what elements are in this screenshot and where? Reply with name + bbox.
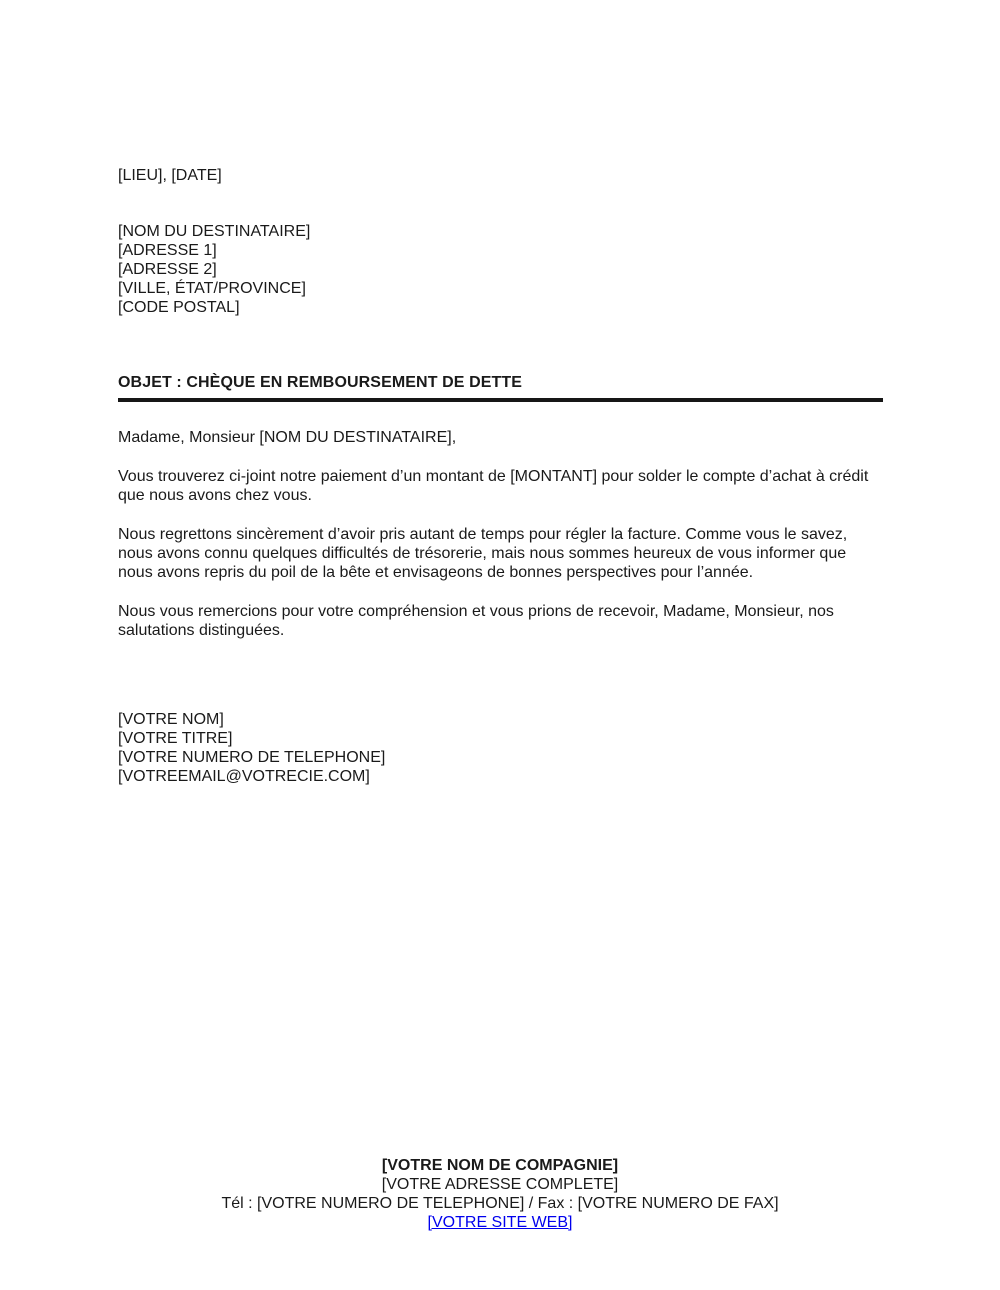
footer-address: [VOTRE ADRESSE COMPLETE] xyxy=(381,1176,619,1193)
salutation: Madame, Monsieur [NOM DU DESTINATAIRE], xyxy=(118,429,457,446)
sender-email: [VOTREEMAIL@VOTRECIE.COM] xyxy=(118,768,370,785)
sender-name: [VOTRE NOM] xyxy=(118,711,224,728)
signature-block xyxy=(118,710,883,786)
recipient-address2: [ADRESSE 2] xyxy=(118,261,217,278)
letter-body xyxy=(0,166,1000,786)
recipient-postal-code: [CODE POSTAL] xyxy=(118,299,240,316)
body-paragraph-3: Nous vous remercions pour votre compréhension et vous prions de recevoir, Madame, Monsieur, nos salutations distinguées. xyxy=(118,603,834,639)
subject-divider xyxy=(118,398,883,402)
footer-tel-fax: Tél : [VOTRE NUMERO DE TELEPHONE] / Fax : [VOTRE NUMERO DE FAX] xyxy=(221,1195,779,1212)
footer-website-line xyxy=(0,1213,1000,1232)
subject-line: OBJET : CHÈQUE EN REMBOURSEMENT DE DETTE xyxy=(118,374,523,391)
recipient-name: [NOM DU DESTINATAIRE] xyxy=(118,223,311,240)
sender-title: [VOTRE TITRE] xyxy=(118,730,233,747)
footer-block xyxy=(0,1156,1000,1232)
recipient-address1: [ADRESSE 1] xyxy=(118,242,217,259)
recipient-city-state: [VILLE, ÉTAT/PROVINCE] xyxy=(118,280,306,297)
footer-website-link[interactable]: [VOTRE SITE WEB] xyxy=(427,1214,573,1231)
footer-company-name: [VOTRE NOM DE COMPAGNIE] xyxy=(381,1157,619,1174)
sender-phone: [VOTRE NUMERO DE TELEPHONE] xyxy=(118,749,386,766)
place-date-line: [LIEU], [DATE] xyxy=(118,167,222,184)
recipient-block xyxy=(118,222,883,317)
body-paragraph-2: Nous regrettons sincèrement d’avoir pris autant de temps pour régler la facture. Comme vous le savez, nous avons connu quelques difficultés de trésorerie, mais nous sommes heureux de vous informer que nous avons repris du poil de la bête et envisageons de bonnes perspectives pour l’année. xyxy=(118,526,848,581)
body-paragraph-1: Vous trouverez ci-joint notre paiement d’un montant de [MONTANT] pour solder le compte d’achat à crédit que nous avons chez vous. xyxy=(118,468,869,504)
